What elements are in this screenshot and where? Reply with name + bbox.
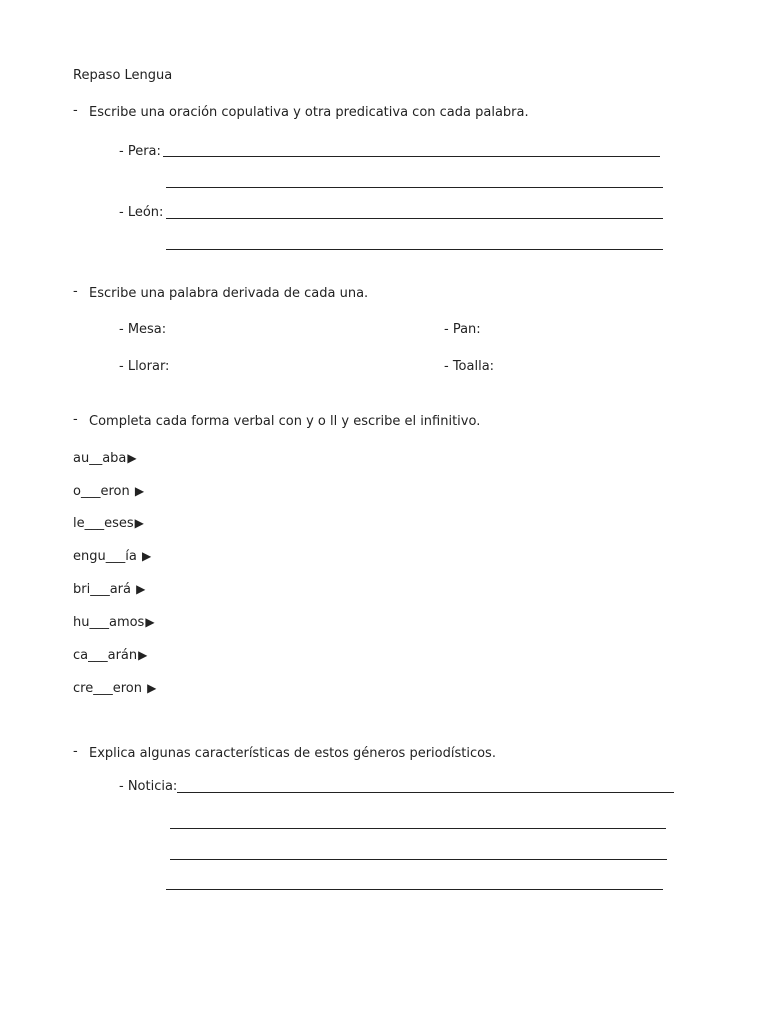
item-toalla-label: - Toalla: — [444, 359, 495, 374]
section-4-bullet: - — [73, 744, 78, 759]
item-noticia-label: - Noticia: — [119, 779, 178, 794]
answer-line-noticia-2[interactable] — [170, 828, 666, 829]
item-pan-label: - Pan: — [444, 322, 481, 337]
item-pera-label: - Pera: — [119, 144, 161, 159]
answer-line-pera-2[interactable] — [166, 187, 663, 188]
answer-line-pera-1[interactable] — [163, 156, 660, 157]
verb-text: o___eron — [73, 484, 134, 499]
section-1-bullet: - — [73, 103, 78, 118]
answer-line-noticia-4[interactable] — [166, 889, 663, 890]
verb-item — [73, 680, 156, 697]
section-2-instruction: Escribe una palabra derivada de cada una. — [89, 286, 369, 301]
arrow-right-icon: ▶ — [141, 549, 152, 563]
verb-text: engu___ía — [73, 549, 141, 564]
answer-line-leon-1[interactable] — [166, 218, 663, 219]
section-2-bullet: - — [73, 284, 78, 299]
section-3-instruction: Completa cada forma verbal con y o ll y escribe el infinitivo. — [89, 414, 481, 429]
item-mesa-label: - Mesa: — [119, 322, 167, 337]
verb-text: ca___arán — [73, 648, 138, 663]
verb-item — [73, 548, 151, 565]
arrow-right-icon: ▶ — [134, 516, 144, 530]
verb-item — [73, 515, 144, 532]
arrow-right-icon: ▶ — [136, 582, 146, 596]
verb-item — [73, 483, 144, 500]
item-leon-label: - León: — [119, 205, 164, 220]
arrow-right-icon: ▶ — [138, 648, 148, 662]
answer-line-leon-2[interactable] — [166, 249, 663, 250]
section-3-bullet: - — [73, 412, 78, 427]
answer-line-noticia-3[interactable] — [170, 859, 667, 860]
arrow-right-icon: ▶ — [134, 484, 145, 498]
section-1-instruction: Escribe una oración copulativa y otra predicativa con cada palabra. — [89, 105, 529, 120]
verb-text: le___eses — [73, 516, 134, 531]
arrow-right-icon: ▶ — [145, 615, 155, 629]
verb-item — [73, 614, 155, 631]
section-4-instruction: Explica algunas características de estos géneros periodísticos. — [89, 746, 496, 761]
page-title: Repaso Lengua — [73, 68, 173, 83]
verb-text: cre___eron — [73, 681, 147, 696]
arrow-right-icon: ▶ — [127, 451, 137, 465]
verb-item — [73, 647, 147, 664]
verb-text: au__aba — [73, 451, 127, 466]
verb-text: bri___ará — [73, 582, 136, 597]
verb-item — [73, 581, 145, 598]
verb-item — [73, 450, 137, 467]
arrow-right-icon: ▶ — [147, 681, 157, 695]
verb-text: hu___amos — [73, 615, 145, 630]
item-llorar-label: - Llorar: — [119, 359, 170, 374]
answer-line-noticia-1[interactable] — [177, 792, 674, 793]
